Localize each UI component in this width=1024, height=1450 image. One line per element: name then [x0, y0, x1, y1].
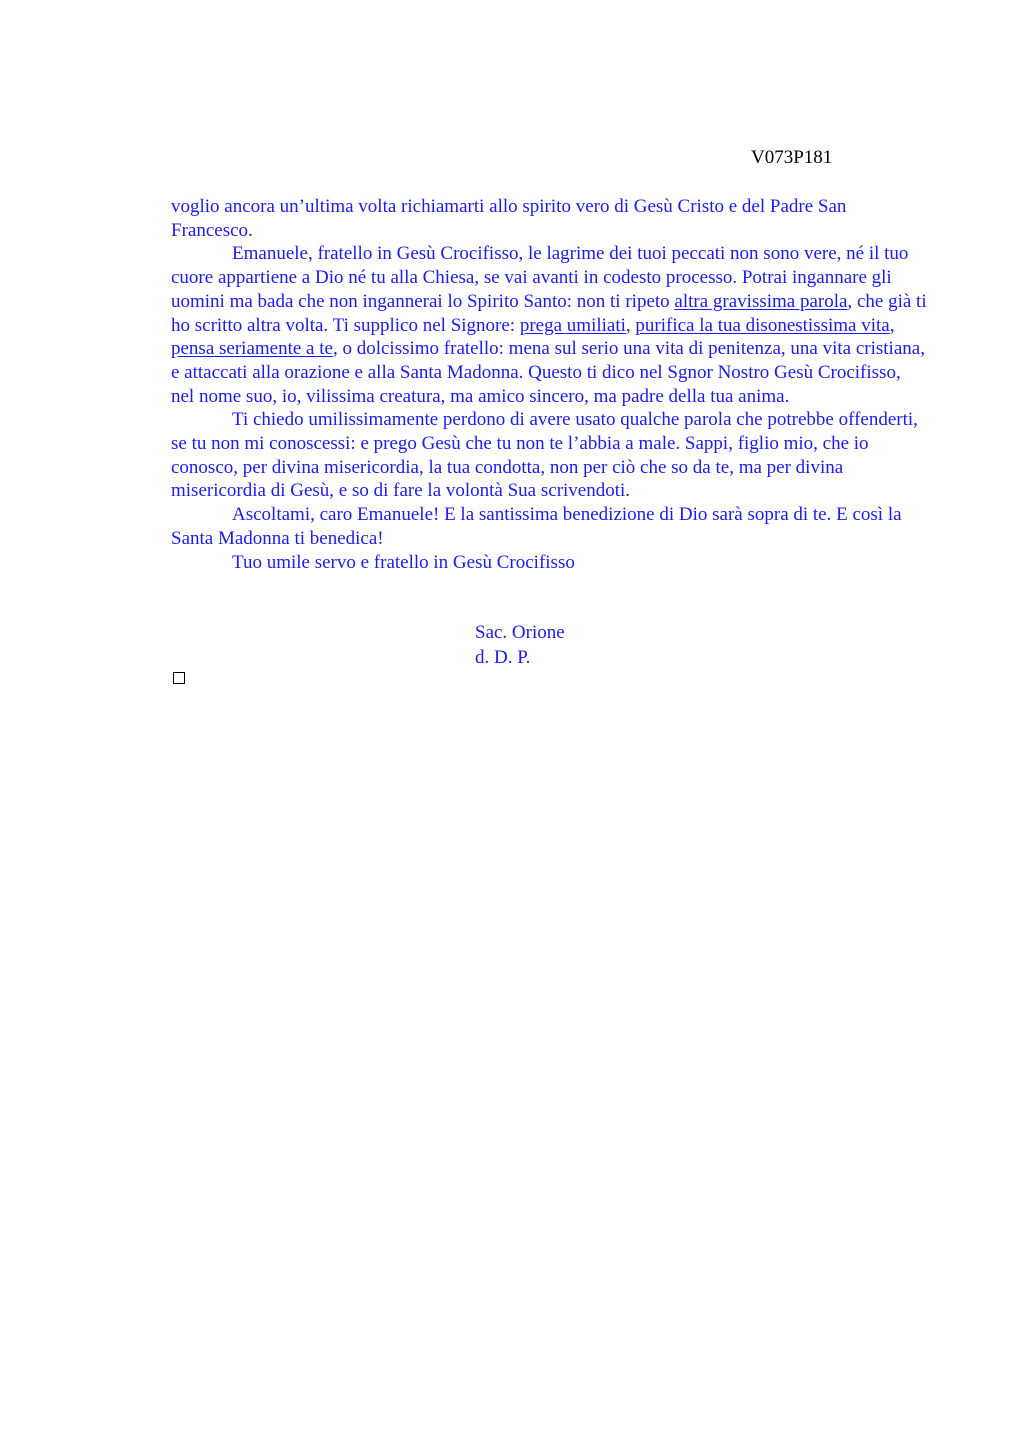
page-reference: V073P181 — [751, 147, 833, 168]
underlined-phrase-3: purifica la tua disonestissima vita — [635, 314, 890, 336]
paragraph-2-text-4: , — [889, 314, 895, 336]
paragraph-2-text-3: , — [625, 314, 636, 336]
underlined-phrase-4: pensa seriamente a te — [171, 338, 333, 360]
paragraph-2-text-2: , che già ti ho scritto altra volta. Ti supplico nel Signore: — [171, 290, 927, 336]
signature-initials: d. D. P. — [475, 646, 531, 668]
end-of-document-box-icon — [173, 672, 185, 684]
paragraph-1: voglio ancora un’ultima volta richiamarti allo spirito vero di Gesù Cristo e del Padre San Francesco. — [171, 196, 847, 241]
letter-body — [171, 195, 927, 574]
underlined-phrase-2: prega umiliati — [519, 314, 626, 336]
paragraph-2 — [171, 242, 927, 408]
paragraph-2-text-5: , o dolcissimo fratello: mena sul serio una vita di penitenza, una vita cristiana, e attaccati alla orazione e alla Santa Madonna. Questo ti dico nel Sgnor Nostro Gesù Crocifisso, nel nome suo, io, vilissima creatura, ma amico sincero, ma padre della tua anima. — [171, 338, 925, 407]
paragraph-4: Ascoltami, caro Emanuele! E la santissima benedizione di Dio sarà sopra di te. E così la Santa Madonna ti benedica! — [171, 504, 902, 549]
signature-name: Sac. Orione — [475, 622, 565, 643]
paragraph-2-text-1: Emanuele, fratello in Gesù Crocifisso, le lagrime dei tuoi peccati non sono vere, né il tuo cuore appartiene a Dio né tu alla Chiesa, se vai avanti in codesto processo. Potrai ingannare gli uomini ma bada che non ingannerai lo Spirito Santo: non ti ripeto — [171, 243, 909, 312]
closing-salutation: Tuo umile servo e fratello in Gesù Crocifisso — [232, 551, 575, 573]
signature-block — [475, 621, 565, 670]
underlined-phrase-1: altra gravissima parola — [674, 290, 848, 312]
paragraph-3: Ti chiedo umilissimamente perdono di avere usato qualche parola che potrebbe offenderti, se tu non mi conoscessi: e prego Gesù che tu non te l’abbia a male. Sappi, figlio mio, che io conosco, per divina misericordia, la tua condotta, non per ciò che so da te, ma per divina misericordia di Gesù, e so di fare la volontà Sua scrivendoti. — [171, 409, 918, 502]
